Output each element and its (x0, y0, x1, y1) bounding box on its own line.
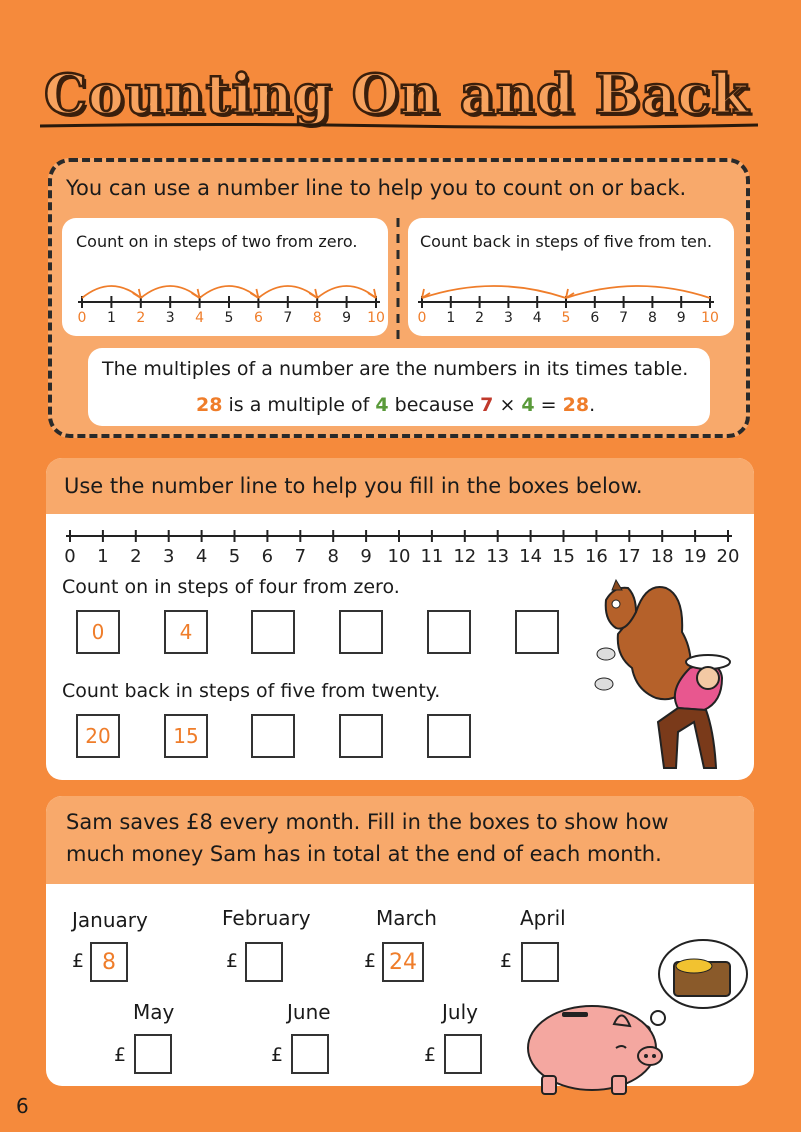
answer-box[interactable] (339, 610, 383, 654)
tick-label: 12 (453, 546, 477, 567)
tick-label: 1 (97, 546, 109, 567)
example-text: is a multiple of (222, 394, 376, 416)
number-line-0-20 (46, 522, 754, 570)
multiples-definition: The multiples of a number are the numbers in its times table. (102, 358, 689, 380)
tick-label: 8 (327, 546, 339, 567)
tick-label: 16 (584, 546, 608, 567)
tick-label: 3 (162, 546, 175, 567)
answer-box[interactable]: 15 (164, 714, 208, 758)
tick-label: 0 (64, 546, 76, 567)
panel-divider (393, 218, 403, 340)
month-label: January (72, 908, 148, 932)
money-box[interactable] (245, 942, 283, 982)
month-label: February (222, 906, 311, 930)
cowboy-carrying-horse-illustration (586, 572, 736, 780)
answer-box[interactable] (251, 610, 295, 654)
tick-label: 2 (475, 310, 485, 326)
tick-label: 9 (342, 310, 352, 326)
tick-label: 1 (446, 310, 456, 326)
tick-label: 20 (716, 546, 740, 567)
arrow-head (192, 289, 200, 298)
tick-label: 19 (683, 546, 707, 567)
money-box[interactable] (444, 1034, 482, 1074)
number-line-right (408, 262, 734, 332)
page-title: Counting On and Back (44, 62, 750, 126)
money-heading-line2: much money Sam has in total at the end of each month. (66, 842, 662, 866)
example-because: because (388, 394, 481, 416)
money-box[interactable]: 24 (382, 942, 424, 982)
tick-label: 5 (561, 310, 571, 326)
tick-label: 13 (486, 546, 510, 567)
tick-label: 10 (387, 546, 411, 567)
month-label: March (376, 906, 437, 930)
answer-box[interactable]: 4 (164, 610, 208, 654)
pound-sign: £ (424, 1044, 437, 1066)
pound-sign: £ (271, 1044, 284, 1066)
money-box[interactable] (134, 1034, 172, 1074)
tick-label: 6 (261, 546, 274, 567)
tick-label: 3 (503, 310, 513, 326)
tick-label: 17 (617, 546, 641, 567)
arrow-head (368, 289, 376, 298)
month-label: July (442, 1000, 478, 1024)
tick-label: 10 (701, 310, 719, 326)
arrow-head (250, 289, 258, 298)
tick-label: 9 (676, 310, 686, 326)
tick-label: 15 (552, 546, 575, 567)
answer-box[interactable] (427, 714, 471, 758)
tick-label: 4 (532, 310, 542, 326)
jump-arrow (566, 286, 710, 298)
money-box[interactable]: 8 (90, 942, 128, 982)
piggy-bank-illustration (518, 936, 750, 1098)
tick-label: 6 (253, 310, 263, 326)
tick-label: 8 (312, 310, 322, 326)
multiples-example (196, 394, 595, 416)
answer-box[interactable] (339, 714, 383, 758)
money-heading-line1: Sam saves £8 every month. Fill in the boxes to show how (66, 810, 669, 834)
money-box[interactable] (291, 1034, 329, 1074)
tick-label: 4 (195, 546, 208, 567)
tick-label: 11 (420, 546, 444, 567)
month-label: April (520, 906, 566, 930)
tick-label: 10 (367, 310, 385, 326)
tick-label: 6 (590, 310, 600, 326)
answer-box[interactable]: 20 (76, 714, 120, 758)
tick-label: 5 (224, 310, 234, 326)
tick-label: 18 (650, 546, 674, 567)
tick-label: 14 (519, 546, 543, 567)
tick-label: 4 (195, 310, 205, 326)
example-equals: = (534, 394, 563, 416)
title-underline (40, 122, 758, 129)
count-back-five-label: Count back in steps of five from twenty. (62, 680, 441, 702)
tick-label: 2 (136, 310, 146, 326)
tick-label: 0 (417, 310, 427, 326)
tick-label: 2 (130, 546, 142, 567)
example-7: 7 (480, 394, 494, 416)
answer-box[interactable] (427, 610, 471, 654)
pound-sign: £ (114, 1044, 127, 1066)
arrow-head (133, 289, 141, 298)
exercise-heading: Use the number line to help you fill in the boxes below. (64, 474, 643, 498)
month-label: May (133, 1000, 175, 1024)
tick-label: 5 (228, 546, 241, 567)
pound-sign: £ (364, 950, 377, 972)
tick-label: 0 (77, 310, 87, 326)
tick-label: 7 (283, 310, 293, 326)
jump-arrow (422, 286, 566, 298)
info-lead-text: You can use a number line to help you to count on or back. (66, 176, 687, 200)
pound-sign: £ (72, 950, 85, 972)
answer-box[interactable] (251, 714, 295, 758)
tick-label: 7 (294, 546, 307, 567)
tick-label: 1 (106, 310, 116, 326)
example-28b: 28 (562, 394, 590, 416)
count-back-label: Count back in steps of five from ten. (420, 232, 713, 251)
tick-label: 9 (360, 546, 372, 567)
example-times: × (493, 394, 522, 416)
example-end: . (589, 394, 596, 416)
month-label: June (287, 1000, 331, 1024)
pound-sign: £ (226, 950, 239, 972)
pound-sign: £ (500, 950, 513, 972)
tick-label: 7 (619, 310, 629, 326)
arrow-head (309, 289, 317, 298)
tick-label: 8 (647, 310, 657, 326)
answer-box[interactable]: 0 (76, 610, 120, 654)
example-4: 4 (375, 394, 389, 416)
answer-box[interactable] (515, 610, 559, 654)
count-on-four-label: Count on in steps of four from zero. (62, 576, 400, 598)
example-4b: 4 (521, 394, 535, 416)
page-number: 6 (16, 1094, 29, 1118)
number-line-left (62, 262, 388, 332)
example-28: 28 (196, 394, 223, 416)
count-on-label: Count on in steps of two from zero. (76, 232, 358, 251)
tick-label: 3 (165, 310, 175, 326)
